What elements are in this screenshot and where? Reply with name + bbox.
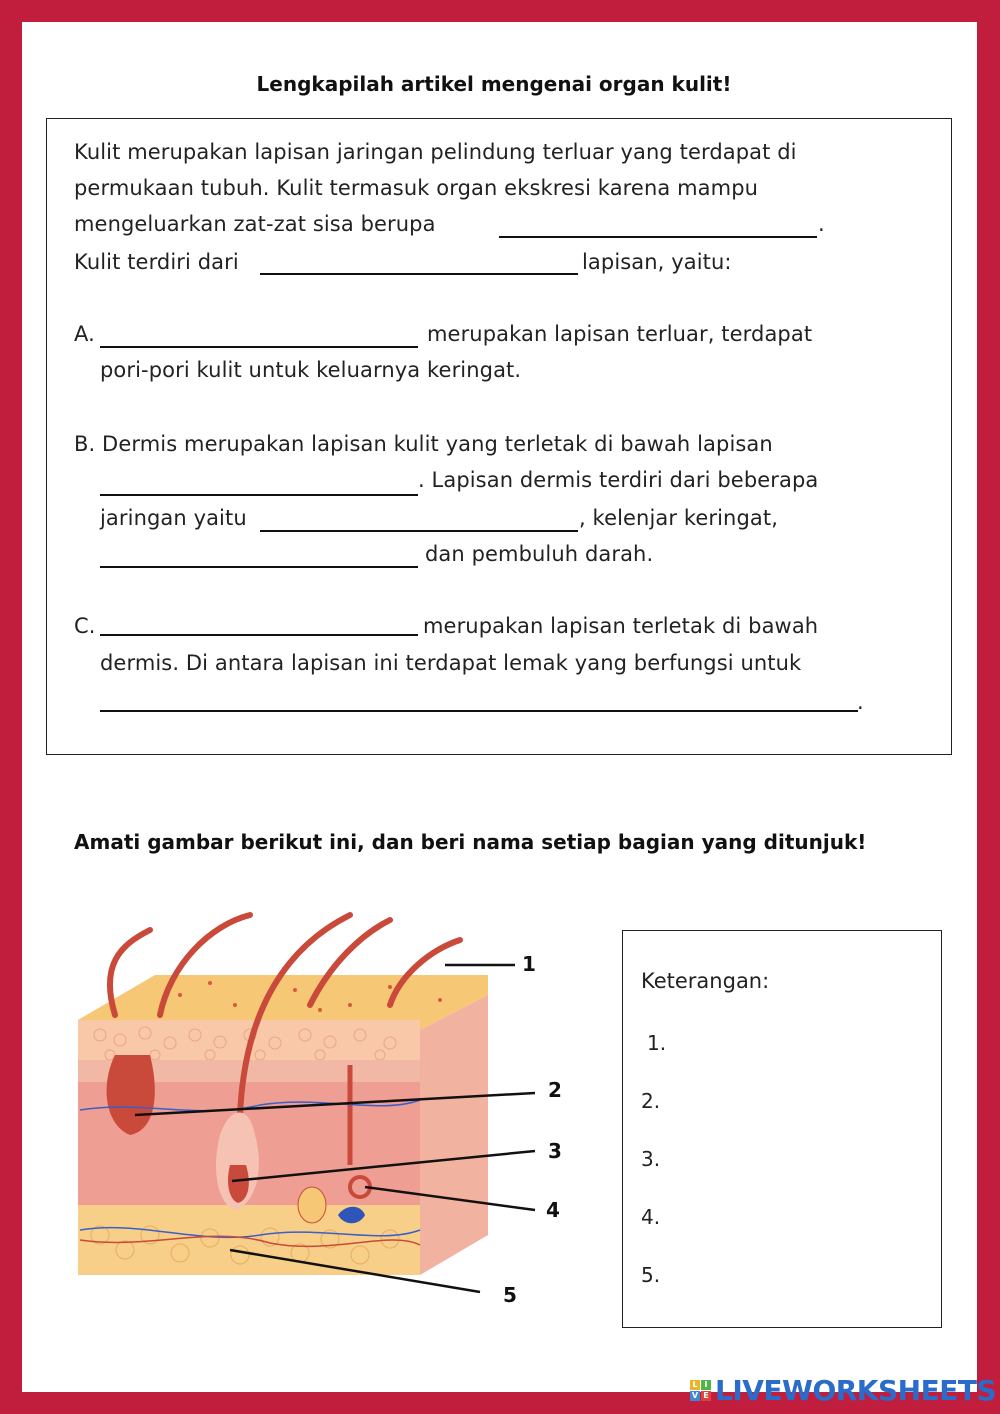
item-a-text: merupakan lapisan terluar, terdapat xyxy=(427,322,813,346)
legend-item-4[interactable]: 4. xyxy=(641,1205,661,1229)
legend-box xyxy=(622,930,942,1328)
item-b-text-3-end: , kelenjar keringat, xyxy=(579,506,778,530)
item-b-text-2: . Lapisan dermis terdiri dari beberapa xyxy=(418,468,819,492)
item-c-label: C. xyxy=(74,614,96,638)
legend-title: Keterangan: xyxy=(641,969,770,993)
liveworksheets-brand[interactable] xyxy=(690,1372,996,1408)
hypodermis-layer xyxy=(78,1205,420,1275)
skin-cross-section-diagram xyxy=(60,905,580,1305)
article-line-4-start: Kulit terdiri dari xyxy=(74,250,239,274)
article-line-3-end: . xyxy=(818,212,825,236)
blank-c-layer[interactable] xyxy=(100,634,418,636)
item-a-text-2: pori-pori kulit untuk keluarnya keringat. xyxy=(100,358,522,382)
article-heading: Lengkapilah artikel mengenai organ kulit! xyxy=(256,72,732,96)
skin-side-face xyxy=(420,995,488,1275)
item-c-text-2: dermis. Di antara lapisan ini terdapat lemak yang berfungsi untuk xyxy=(100,651,802,675)
item-b-text-3-start: jaringan yaitu xyxy=(100,506,247,530)
article-line-1: Kulit merupakan lapisan jaringan pelindung terluar yang terdapat di xyxy=(74,140,797,164)
diagram-label-1: 1 xyxy=(522,952,536,976)
item-b-text-4: dan pembuluh darah. xyxy=(425,542,654,566)
diagram-label-3: 3 xyxy=(548,1139,562,1163)
diagram-label-5: 5 xyxy=(503,1283,517,1305)
legend-item-1[interactable]: 1. xyxy=(647,1031,667,1055)
diagram-heading: Amati gambar berikut ini, dan beri nama setiap bagian yang ditunjuk! xyxy=(74,830,867,854)
blank-a-layer[interactable] xyxy=(100,346,418,348)
article-line-3: mengeluarkan zat-zat sisa berupa xyxy=(74,212,436,236)
item-b-text-1: B. Dermis merupakan lapisan kulit yang terletak di bawah lapisan xyxy=(74,432,773,456)
article-line-4-end: lapisan, yaitu: xyxy=(582,250,732,274)
blank-excretion[interactable] xyxy=(499,236,817,238)
blank-b-above-layer[interactable] xyxy=(100,494,418,496)
blank-b-tissue-1[interactable] xyxy=(260,530,578,532)
blank-layer-count[interactable] xyxy=(260,273,578,275)
legend-item-2[interactable]: 2. xyxy=(641,1089,661,1113)
item-a-label: A. xyxy=(74,322,95,346)
pacinian-corpuscle xyxy=(298,1187,326,1223)
article-line-2: permukaan tubuh. Kulit termasuk organ ekskresi karena mampu xyxy=(74,176,759,200)
diagram-label-2: 2 xyxy=(548,1078,562,1102)
item-c-end: . xyxy=(857,690,864,714)
blank-c-function[interactable] xyxy=(100,710,858,712)
legend-item-3[interactable]: 3. xyxy=(641,1147,661,1171)
blank-b-tissue-2[interactable] xyxy=(100,566,418,568)
diagram-label-4: 4 xyxy=(546,1198,560,1222)
legend-item-5[interactable]: 5. xyxy=(641,1263,661,1287)
item-c-text-1: merupakan lapisan terletak di bawah xyxy=(423,614,819,638)
liveworksheets-logo-text: LIVEWORKSHEETS xyxy=(715,1373,997,1407)
liveworksheets-logo-icon: L I V E xyxy=(690,1380,711,1401)
